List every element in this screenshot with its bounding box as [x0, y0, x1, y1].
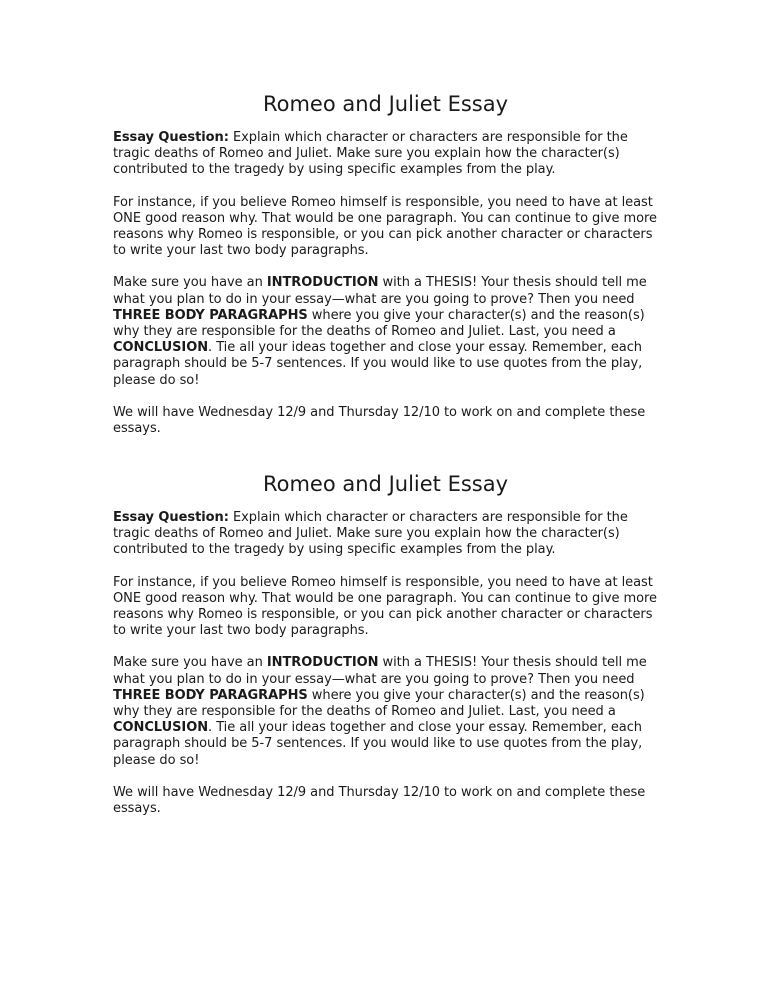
structure-text-3: where you give your character(s) and the reason(s) why they are responsible for the deaths of Romeo and Juliet. Last, you need a: [113, 687, 645, 720]
structure-text-4: . Tie all your ideas together and close your essay. Remember, each paragraph should be 5-7 sentences. If you would like to use quotes from the play, please do so!: [113, 720, 643, 768]
essay-assignment-copy-2: [113, 467, 658, 817]
structure-text-4: . Tie all your ideas together and close your essay. Remember, each paragraph should be 5-7 sentences. If you would like to use quotes from the play, please do so!: [113, 340, 643, 388]
introduction-keyword: INTRODUCTION: [266, 655, 379, 671]
structure-text-2: with a THESIS! Your thesis should tell me what you plan to do in your essay—what are you going to prove? Then you need: [113, 655, 647, 687]
structure-paragraph: [113, 655, 658, 768]
essay-title: Romeo and Juliet Essay: [262, 92, 509, 116]
structure-text-3: where you give your character(s) and the reason(s) why they are responsible for the deaths of Romeo and Juliet. Last, you need a: [113, 307, 645, 340]
instance-paragraph: For instance, if you believe Romeo himself is responsible, you need to have at least ONE good reason why. That would be one paragraph. You can continue to give more reasons why Romeo is responsible, or you can pick another character or characters to write your last two body paragraphs.: [113, 194, 657, 259]
structure-text-2: with a THESIS! Your thesis should tell me what you plan to do in your essay—what are you going to prove? Then you need: [113, 275, 647, 307]
schedule-paragraph: We will have Wednesday 12/9 and Thursday 12/10 to work on and complete these essays.: [113, 784, 646, 817]
body-paragraphs-keyword: THREE BODY PARAGRAPHS: [113, 307, 308, 323]
conclusion-keyword: CONCLUSION: [113, 720, 209, 736]
structure-text-1: Make sure you have an: [113, 655, 267, 671]
essay-question-paragraph: [113, 510, 658, 559]
conclusion-keyword: CONCLUSION: [113, 340, 209, 356]
essay-question-label: Essay Question:: [113, 130, 229, 145]
essay-question-text: Explain which character or characters are responsible for the tragic deaths of Romeo and Juliet. Make sure you explain how the character(s) contributed to the tragedy by using specific examples from the play.: [113, 510, 628, 558]
introduction-keyword: INTRODUCTION: [266, 275, 379, 291]
essay-question-label: Essay Question:: [113, 510, 229, 525]
essay-assignment-copy-1: [113, 87, 658, 437]
schedule-paragraph: We will have Wednesday 12/9 and Thursday 12/10 to work on and complete these essays.: [113, 404, 646, 437]
body-paragraphs-keyword: THREE BODY PARAGRAPHS: [113, 687, 308, 703]
essay-question-paragraph: [113, 130, 658, 179]
structure-text-1: Make sure you have an: [113, 275, 267, 291]
essay-title: Romeo and Juliet Essay: [262, 472, 509, 496]
essay-question-text: Explain which character or characters are responsible for the tragic deaths of Romeo and Juliet. Make sure you explain how the character(s) contributed to the tragedy by using specific examples from the play.: [113, 130, 628, 178]
instance-paragraph: For instance, if you believe Romeo himself is responsible, you need to have at least ONE good reason why. That would be one paragraph. You can continue to give more reasons why Romeo is responsible, or you can pick another character or characters to write your last two body paragraphs.: [113, 574, 657, 639]
structure-paragraph: [113, 275, 658, 388]
